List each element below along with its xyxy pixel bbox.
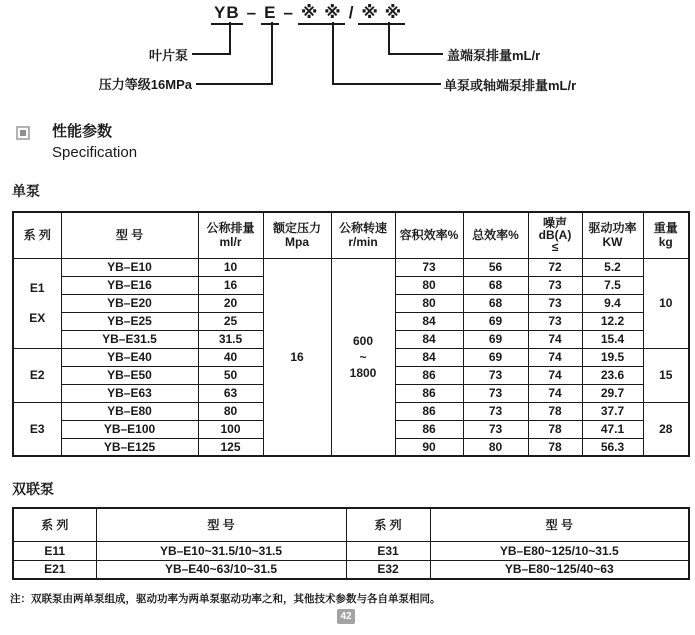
noise-cell: 73 <box>528 276 582 294</box>
displacement-cell: 63 <box>198 384 263 402</box>
leader-line <box>196 83 273 85</box>
noise-cell: 72 <box>528 258 582 276</box>
model-cell: YB–E16 <box>61 276 198 294</box>
power-cell: 19.5 <box>582 348 643 366</box>
leader-line <box>389 53 443 55</box>
vol-eff-cell: 80 <box>395 276 463 294</box>
col-header-model: 型 号 <box>96 508 346 541</box>
col-header-speed: 公称转速 r/min <box>331 212 395 258</box>
noise-cell: 74 <box>528 384 582 402</box>
power-cell: 23.6 <box>582 366 643 384</box>
leader-line <box>332 22 334 85</box>
vol-eff-cell: 86 <box>395 420 463 438</box>
callout-cover-end-displacement: 盖端泵排量mL/r <box>447 48 541 63</box>
noise-cell: 78 <box>528 438 582 456</box>
vol-eff-cell: 80 <box>395 294 463 312</box>
power-cell: 5.2 <box>582 258 643 276</box>
double-pump-table <box>12 507 690 580</box>
noise-cell: 74 <box>528 366 582 384</box>
noise-cell: 73 <box>528 294 582 312</box>
weight-cell: 28 <box>643 402 689 456</box>
col-header-series: 系 列 <box>13 508 96 541</box>
model-cell: YB–E63 <box>61 384 198 402</box>
model-code <box>211 3 405 23</box>
series-cell: E31 <box>346 541 430 560</box>
section-title-en: Specification <box>52 144 138 161</box>
model-cell: YB–E80~125/40~63 <box>430 560 689 579</box>
noise-cell: 78 <box>528 420 582 438</box>
vol-eff-cell: 84 <box>395 312 463 330</box>
leader-line <box>333 83 441 85</box>
noise-cell: 74 <box>528 348 582 366</box>
model-cell: YB–E20 <box>61 294 198 312</box>
code-part-yb: YB <box>211 3 243 25</box>
col-header-drive-power: 驱动功率 KW <box>582 212 643 258</box>
section-header <box>16 121 137 163</box>
series-cell: E2 <box>13 348 61 402</box>
total-eff-cell: 68 <box>463 294 528 312</box>
col-header-total-efficiency: 总效率% <box>463 212 528 258</box>
power-cell: 15.4 <box>582 330 643 348</box>
total-eff-cell: 73 <box>463 402 528 420</box>
displacement-cell: 25 <box>198 312 263 330</box>
table-row <box>13 560 689 579</box>
leader-line <box>271 22 273 85</box>
table-row <box>13 541 689 560</box>
series-cell: E11 <box>13 541 96 560</box>
model-cell: YB–E10~31.5/10~31.5 <box>96 541 346 560</box>
leader-line <box>229 22 231 54</box>
series-cell: E21 <box>13 560 96 579</box>
col-header-weight: 重量 kg <box>643 212 689 258</box>
total-eff-cell: 73 <box>463 366 528 384</box>
weight-cell: 15 <box>643 348 689 402</box>
total-eff-cell: 68 <box>463 276 528 294</box>
vol-eff-cell: 84 <box>395 330 463 348</box>
col-header-volumetric-efficiency: 容积效率% <box>395 212 463 258</box>
series-cell: E3 <box>13 402 61 456</box>
power-cell: 9.4 <box>582 294 643 312</box>
single-pump-table <box>12 211 690 457</box>
vol-eff-cell: 86 <box>395 384 463 402</box>
power-cell: 56.3 <box>582 438 643 456</box>
col-header-displacement: 公称排量 ml/r <box>198 212 263 258</box>
total-eff-cell: 73 <box>463 420 528 438</box>
total-eff-cell: 69 <box>463 330 528 348</box>
vol-eff-cell: 86 <box>395 366 463 384</box>
col-header-pressure: 额定压力 Mpa <box>263 212 331 258</box>
col-header-model: 型 号 <box>430 508 689 541</box>
power-cell: 47.1 <box>582 420 643 438</box>
total-eff-cell: 80 <box>463 438 528 456</box>
power-cell: 7.5 <box>582 276 643 294</box>
model-cell: YB–E25 <box>61 312 198 330</box>
power-cell: 29.7 <box>582 384 643 402</box>
model-cell: YB–E100 <box>61 420 198 438</box>
power-cell: 37.7 <box>582 402 643 420</box>
total-eff-cell: 69 <box>463 312 528 330</box>
callout-single-or-shaft-end-displacement: 单泵或轴端泵排量mL/r <box>444 78 577 93</box>
noise-cell: 73 <box>528 312 582 330</box>
vol-eff-cell: 84 <box>395 348 463 366</box>
model-cell: YB–E125 <box>61 438 198 456</box>
displacement-cell: 100 <box>198 420 263 438</box>
model-cell: YB–E40 <box>61 348 198 366</box>
vol-eff-cell: 73 <box>395 258 463 276</box>
code-dash: – <box>283 3 294 22</box>
series-cell: E1 EX <box>13 258 61 348</box>
displacement-cell: 16 <box>198 276 263 294</box>
displacement-cell: 125 <box>198 438 263 456</box>
total-eff-cell: 69 <box>463 348 528 366</box>
noise-cell: 78 <box>528 402 582 420</box>
vol-eff-cell: 90 <box>395 438 463 456</box>
callout-vane-pump: 叶片泵 <box>148 48 188 63</box>
vol-eff-cell: 86 <box>395 402 463 420</box>
header-row <box>13 508 689 541</box>
code-wildcard-1: ※ ※ <box>298 3 345 25</box>
power-cell: 12.2 <box>582 312 643 330</box>
model-cell: YB–E10 <box>61 258 198 276</box>
footnote: 注：双联泵由两单泵组成，驱动功率为两单泵驱动功率之和，其他技术参数与各自单泵相同。 <box>10 593 441 605</box>
model-cell: YB–E80~125/10~31.5 <box>430 541 689 560</box>
section-title-zh: 性能参数 <box>52 123 113 140</box>
total-eff-cell: 73 <box>463 384 528 402</box>
callout-pressure-grade: 压力等级16MPa <box>98 77 192 92</box>
model-cell: YB–E50 <box>61 366 198 384</box>
double-pump-heading: 双联泵 <box>12 481 54 497</box>
noise-cell: 74 <box>528 330 582 348</box>
col-header-noise: 噪声 dB(A) ≤ <box>528 212 582 258</box>
speed-cell: 600 ~ 1800 <box>331 258 395 456</box>
code-dash: – <box>246 3 258 22</box>
leader-line <box>388 22 390 55</box>
single-pump-heading: 单泵 <box>12 183 40 199</box>
displacement-cell: 40 <box>198 348 263 366</box>
displacement-cell: 20 <box>198 294 263 312</box>
col-header-series: 系 列 <box>13 212 61 258</box>
header-row <box>13 212 689 258</box>
model-cell: YB–E80 <box>61 402 198 420</box>
code-slash: / <box>348 3 355 22</box>
col-header-series: 系 列 <box>346 508 430 541</box>
section-marker-icon <box>16 126 30 140</box>
model-cell: YB–E40~63/10~31.5 <box>96 560 346 579</box>
model-cell: YB–E31.5 <box>61 330 198 348</box>
model-code-diagram <box>0 0 695 112</box>
code-wildcard-2: ※ ※ <box>358 3 405 25</box>
displacement-cell: 31.5 <box>198 330 263 348</box>
leader-line <box>192 53 231 55</box>
page-number-badge: 42 <box>337 609 355 624</box>
weight-cell: 10 <box>643 258 689 348</box>
col-header-model: 型 号 <box>61 212 198 258</box>
code-part-e: E <box>261 3 279 25</box>
displacement-cell: 80 <box>198 402 263 420</box>
pressure-cell: 16 <box>263 258 331 456</box>
displacement-cell: 50 <box>198 366 263 384</box>
total-eff-cell: 56 <box>463 258 528 276</box>
displacement-cell: 10 <box>198 258 263 276</box>
table-row <box>13 258 689 276</box>
series-cell: E32 <box>346 560 430 579</box>
